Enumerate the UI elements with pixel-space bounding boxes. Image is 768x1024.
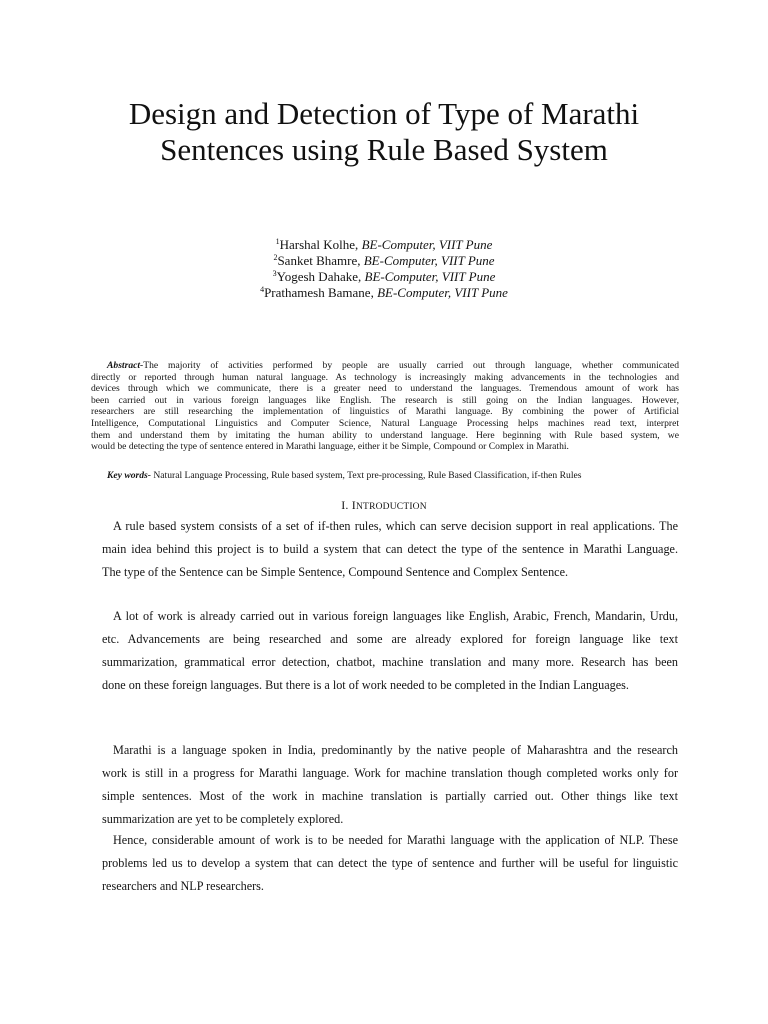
abstract-line xyxy=(91,360,679,372)
paragraph-line: researchers and NLP researchers. xyxy=(102,879,264,893)
author-list xyxy=(60,237,708,301)
abstract-label: Abstract- xyxy=(107,360,144,371)
author-index: 4 xyxy=(260,285,265,294)
author-name: Yogesh Dahake, xyxy=(276,269,365,284)
paragraph-line: main idea behind this project is to build a system that can detect the type of the sentence in Marathi Language. xyxy=(102,542,678,556)
author-1 xyxy=(60,237,708,253)
keywords xyxy=(107,470,682,482)
paragraph-line: summarization, grammatical error detection, chatbot, machine translation and many more. Research has been xyxy=(102,655,678,669)
author-name: Prathamesh Bamane, xyxy=(264,285,378,300)
intro-paragraph-2 xyxy=(102,605,678,697)
intro-paragraph-3 xyxy=(102,739,678,831)
author-index: 3 xyxy=(272,269,277,278)
section-title-rest: NTRODUCTION xyxy=(356,502,427,512)
author-affiliation: BE-Computer, VIIT Pune xyxy=(377,285,508,300)
keywords-text: Natural Language Processing, Rule based system, Text pre-processing, Rule Based Classification, if-then Rules xyxy=(150,470,582,481)
paragraph-line: A lot of work is already carried out in various foreign languages like English, Arabic, French, Mandarin, Urdu, xyxy=(113,609,678,623)
abstract-line: directly or reported through human natural language. As technology is increasingly making advancements in the technologies and xyxy=(91,371,679,383)
paragraph-line: simple sentences. Most of the work in machine translation is partially carried out. Other things like text xyxy=(102,789,678,803)
author-name: Sanket Bhamre, xyxy=(277,253,364,268)
paragraph-line: The type of the Sentence can be Simple Sentence, Compound Sentence and Complex Sentence. xyxy=(102,565,569,579)
paragraph-line: problems led us to develop a system that can detect the type of sentence and further will be useful for linguistic xyxy=(102,856,678,870)
abstract-line: devices through which we communicate, there is a greater need to understand the languages. Tremendous amount of work has xyxy=(91,383,679,395)
abstract xyxy=(91,360,679,453)
intro-paragraph-1 xyxy=(102,515,678,584)
abstract-line: Intelligence, Computational Linguistics and Computer Science, Natural Language Processing helps machines read text, interpret xyxy=(91,417,679,429)
abstract-line: researchers are still researching the implementation of linguistics of Marathi language. By combining the power of Artificial xyxy=(91,406,679,418)
paper-title xyxy=(60,96,708,168)
title-line: Sentences using Rule Based System xyxy=(160,132,608,167)
author-2 xyxy=(60,253,708,269)
abstract-line: been carried out in various foreign languages like English. The research is still going on the Indian languages. However, xyxy=(91,394,679,406)
abstract-line: them and understand them by imitating the human ability to understand language. Here beginning with Rule based system, we xyxy=(91,429,679,441)
paragraph-line: Marathi is a language spoken in India, predominantly by the native people of Maharashtra and the research xyxy=(113,743,678,757)
paragraph-line: work is still in a progress for Marathi language. Work for machine translation though completed works only for xyxy=(102,766,678,780)
paragraph-line: A rule based system consists of a set of if-then rules, which can serve decision support in real applications. The xyxy=(113,519,678,533)
author-affiliation: BE-Computer, VIIT Pune xyxy=(364,269,496,284)
author-index: 2 xyxy=(273,253,278,262)
author-3 xyxy=(60,269,708,285)
paragraph-line: etc. Advancements are being researched and some are already explored for foreign language like text xyxy=(102,632,678,646)
section-number: I. xyxy=(341,498,349,512)
paragraph-line: Hence, considerable amount of work is to be needed for Marathi language with the application of NLP. These xyxy=(113,833,678,847)
title-line: Design and Detection of Type of Marathi xyxy=(128,96,640,131)
paragraph-line: summarization are yet to be completely explored. xyxy=(102,812,344,826)
section-heading-introduction xyxy=(60,498,708,514)
keywords-label: Key words- xyxy=(107,470,151,481)
author-name: Harshal Kolhe, xyxy=(279,237,362,252)
author-affiliation: BE-Computer, VIIT Pune xyxy=(363,253,495,268)
author-affiliation: BE-Computer, VIIT Pune xyxy=(361,237,493,252)
abstract-line: would be detecting the type of sentence entered in Marathi language, either it be Simple, Compound or Complex in Marathi. xyxy=(91,441,569,453)
author-4 xyxy=(60,285,708,301)
author-index: 1 xyxy=(275,237,280,246)
paragraph-line: done on these foreign languages. But there is a lot of work needed to be completed in the Indian Languages. xyxy=(102,678,629,692)
intro-paragraph-4 xyxy=(102,829,678,898)
abstract-text: The majority of activities performed by people are usually carried out through language, whether communicated xyxy=(143,360,679,371)
section-first-letter: I xyxy=(351,498,356,512)
